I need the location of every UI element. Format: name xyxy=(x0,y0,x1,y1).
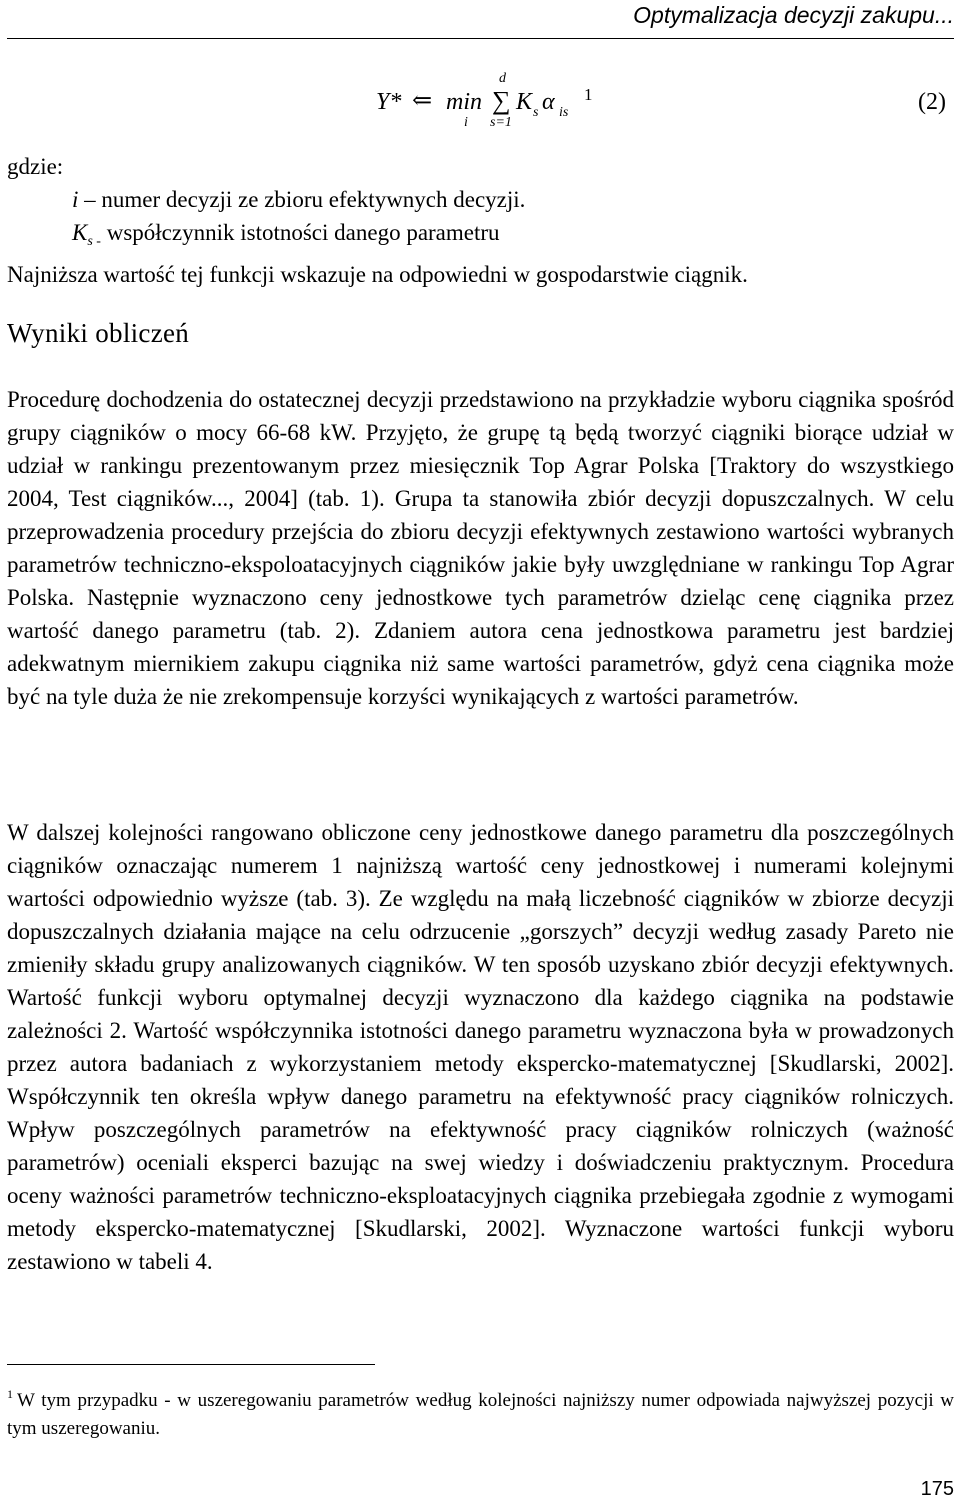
symbol-k: K xyxy=(72,220,88,245)
formula-k: K xyxy=(516,89,533,115)
formula-sum-symbol: ∑ xyxy=(492,86,511,115)
definition-ks xyxy=(7,216,954,258)
definition-i xyxy=(7,183,954,216)
running-header: Optymalizacja decyzji zakupu... xyxy=(633,2,954,28)
footnote-mark: 1 xyxy=(7,1387,13,1401)
equation-2 xyxy=(0,68,960,138)
page-number: 175 xyxy=(920,1478,954,1500)
formula-min-sub: i xyxy=(464,115,468,130)
footnote xyxy=(7,1380,954,1443)
formula-k-sub: s xyxy=(533,105,539,120)
formula-footnote-mark: 1 xyxy=(584,85,593,104)
equation-number: (2) xyxy=(918,89,946,115)
formula-lhs: Y* xyxy=(376,89,402,115)
definition-ks-text: współczynnik istotności danego parametru xyxy=(100,220,500,245)
formula-sum-lower: s=1 xyxy=(490,115,512,130)
footnote-rule xyxy=(7,1364,375,1365)
formula-alpha: α xyxy=(542,89,555,115)
definitions-conclusion: Najniższa wartość tej funkcji wskazuje na odpowiedni w gospodarstwie ciągnik. xyxy=(7,262,748,287)
header-rule xyxy=(7,38,954,39)
footnote-text: W tym przypadku - w uszeregowaniu parametrów według kolejności najniższy numer odpowiada najwyższej pozycji w tym uszeregowaniu. xyxy=(7,1390,954,1439)
definitions-intro: gdzie: xyxy=(7,154,64,179)
paragraph-1: Procedurę dochodzenia do ostatecznej decyzji przedstawiono na przykładzie wyboru ciągnika spośród grupy ciągników o mocy 66-68 kW. Przyjęto, że grupę tą będą tworzyć ciągniki biorące udział w udział w rankingu prezentowanym przez miesięcznik Top Agrar Polska [Traktory do wszystkiego 2004, Test ciągników..., 2004] (tab. 1). Grupa ta stanowiła zbiór decyzji dopuszczalnych. W celu przeprowadzenia procedury przejścia do zbioru decyzji efektywnych zestawiono wartości wybranych parametrów techniczno-ekspoloatacyjnych ciągników jakie były uwzględniane w rankingu Top Agrar Polska. Następnie wyznaczono ceny jednostkowe tych parametrów dzieląc cenę ciągnika przez wartość danego parametru (tab. 2). Zdaniem autora cena jednostkowa parametru jest bardziej adekwatnym miernikiem zakupu ciągnika niż same wartości parametrów, gdyż cena ciągnika może być na tyle duża że nie zrekompensuje korzyści wynikających z wartości parametrów. xyxy=(7,387,954,709)
formula-min: min xyxy=(446,89,482,115)
definition-i-text: – numer decyzji ze zbioru efektywnych decyzji. xyxy=(78,187,526,212)
formula-arrow: ⇐ xyxy=(412,88,433,114)
formula-sum-upper: d xyxy=(499,71,506,86)
symbol-k-sub: s - xyxy=(87,234,101,249)
paragraph-2: W dalszej kolejności rangowano obliczone ceny jednostkowe danego parametru dla poszczególnych ciągników oznaczając numerem 1 najniższą wartość ceny jednostkowej i numerami kolejnymi wartości odpowiednio wyższe (tab. 3). Ze względu na małą liczebność ciągników w zbiorze decyzji dopuszczalnych działania mające na celu odrzucenie „gorszych” decyzji według zasady Pareto nie zmieniły składu grupy analizowanych ciągników. W ten sposób uzyskano zbiór decyzji efektywnych. Wartość funkcji wyboru optymalnej decyzji wyznaczono dla każdego ciągnika na podstawie zależności 2. Wartość współczynnika istotności danego parametru wyznaczona była w prowadzonych przez autora badaniach z wykorzystaniem metody ekspercko-matematycznej [Skudlarski, 2002]. Współczynnik ten określa wpływ danego parametru na efektywność pracy ciągników rolniczych. Wpływ poszczególnych parametrów na efektywność pracy ciągników rolniczych (ważność parametrów) oceniali eksperci bazując na swej wiedzy i doświadczeniu praktycznym. Procedura oceny ważności parametrów techniczno-eksploatacyjnych ciągnika przebiegała zgodnie z wymogami metody ekspercko-matematycznej [Skudlarski, 2002]. Wyznaczone wartości funkcji wyboru zestawiono w tabeli 4. xyxy=(7,820,954,1274)
symbol-i: i xyxy=(72,187,79,212)
formula-alpha-sub: is xyxy=(559,105,569,120)
section-title: Wyniki obliczeń xyxy=(7,318,190,348)
definitions xyxy=(7,150,954,291)
